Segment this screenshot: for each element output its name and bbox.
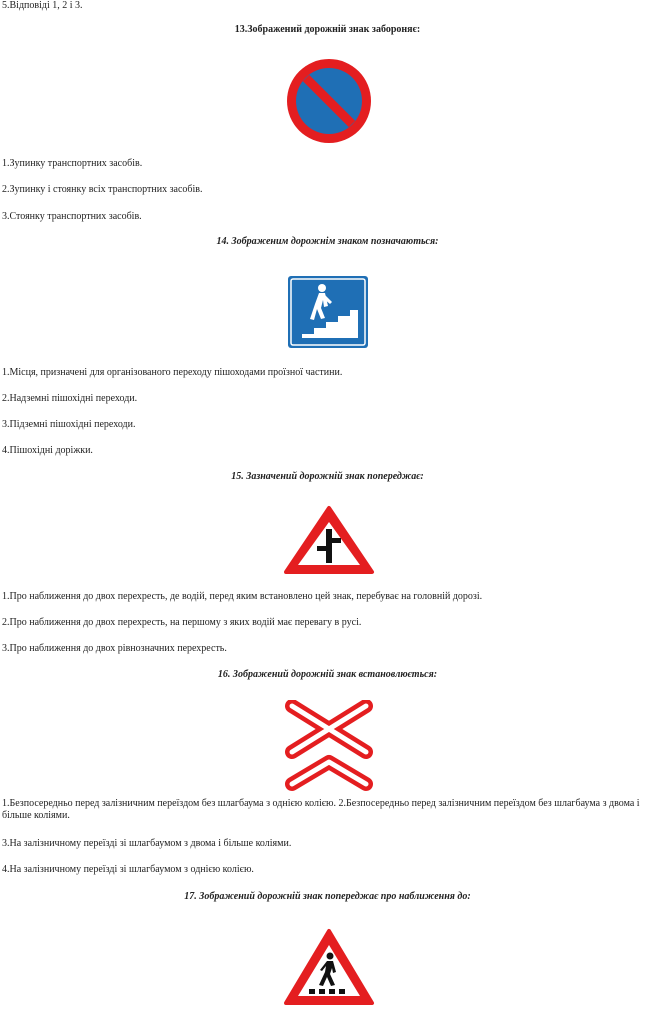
- pedestrian-crossing-warning-sign-icon: [283, 928, 375, 1006]
- q13-option-2: 2.Зупинку і стоянку всіх транспортних засобів.: [2, 184, 203, 195]
- railway-crossing-sign-icon: [284, 700, 374, 792]
- previous-answer-tail: 5.Відповіді 1, 2 і 3.: [2, 0, 83, 11]
- q14-option-3: 3.Підземні пішохідні переходи.: [2, 419, 136, 430]
- q15-option-1: 1.Про наближення до двох перехресть, де водій, перед яким встановлено цей знак, перебуває на головній дорозі.: [2, 591, 483, 602]
- underground-crossing-sign-icon: [288, 276, 368, 348]
- staggered-junction-sign-icon: [283, 505, 375, 575]
- question-15-title: 15. Зазначений дорожній знак попереджає:: [231, 471, 424, 482]
- q14-option-1: 1.Місця, призначені для організованого переходу пішоходами проїзної частини.: [2, 367, 343, 378]
- q16-option-4: 4.На залізничному переїзді зі шлагбаумом з однією колією.: [2, 864, 254, 875]
- q13-option-1: 1.Зупинку транспортних засобів.: [2, 158, 143, 169]
- q14-option-4: 4.Пішохідні доріжки.: [2, 445, 93, 456]
- question-14-title: 14. Зображеним дорожнім знаком позначаються:: [216, 236, 439, 247]
- q13-option-3: 3.Стоянку транспортних засобів.: [2, 211, 142, 222]
- no-parking-sign-icon: [286, 58, 372, 144]
- question-16-title: 16. Зображений дорожній знак встановлюється:: [217, 669, 438, 680]
- question-13-title: 13.Зображений дорожній знак забороняє:: [234, 24, 421, 35]
- q15-option-2: 2.Про наближення до двох перехресть, на першому з яких водій має перевагу в русі.: [2, 617, 362, 628]
- q16-option-1-2: 1.Безпосередньо перед залізничним переїздом без шлагбаума з однією колією. 2.Безпосередньо перед залізничним переїздом без шлагбаума з двома і більше коліями.: [2, 798, 640, 821]
- question-17-title: 17. Зображений дорожній знак попереджає про наближення до:: [184, 891, 471, 902]
- q14-option-2: 2.Надземні пішохідні переходи.: [2, 393, 138, 404]
- q15-option-3: 3.Про наближення до двох рівнозначних перехресть.: [2, 643, 227, 654]
- q16-option-3: 3.На залізничному переїзді зі шлагбаумом з двома і більше коліями.: [2, 838, 292, 849]
